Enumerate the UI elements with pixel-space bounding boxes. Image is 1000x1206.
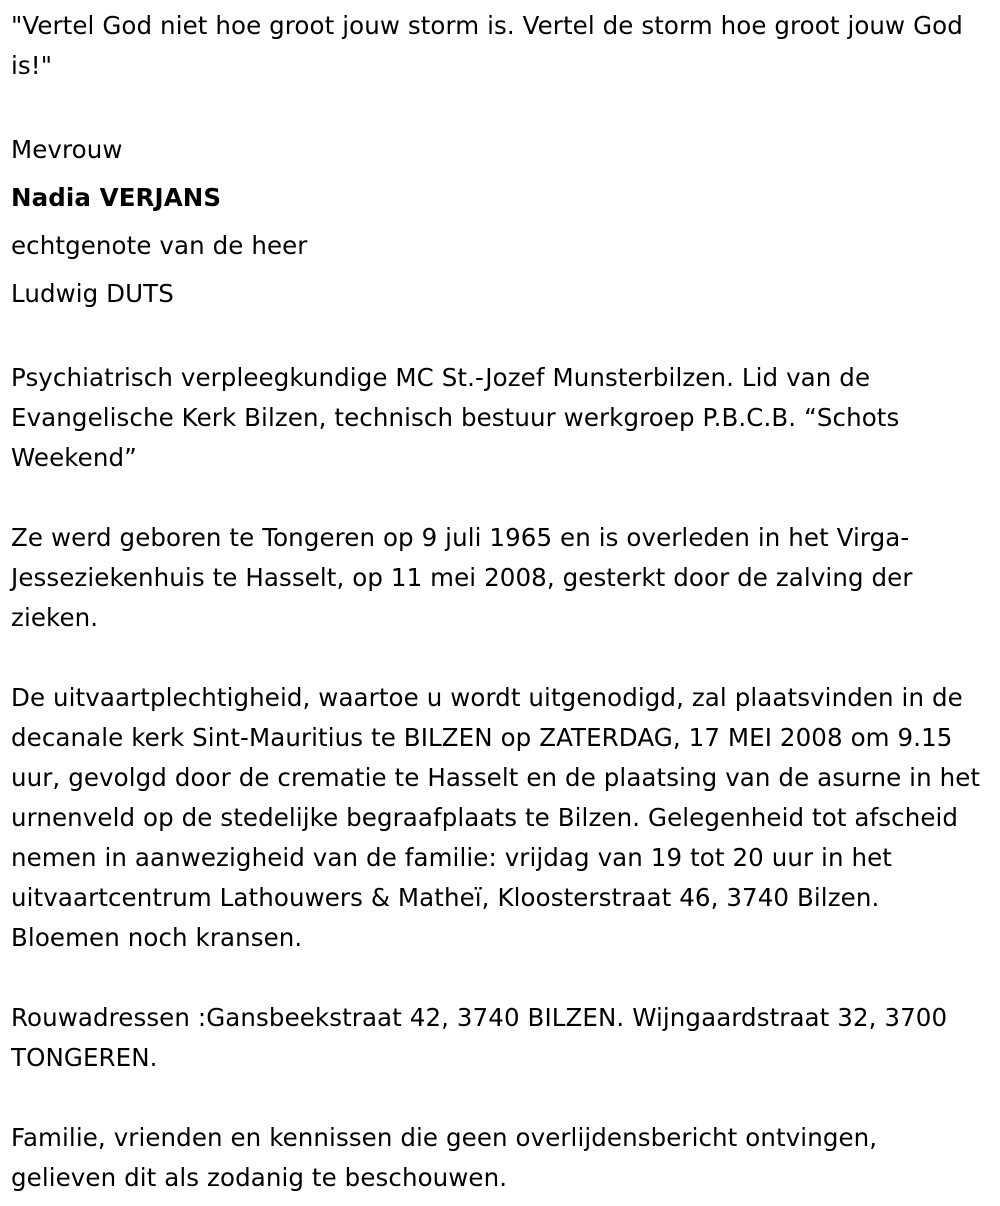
- profession-paragraph: Psychiatrisch verpleegkundige MC St.-Jozef Munsterbilzen. Lid van de Evangelische Kerk Bilzen, technisch bestuur werkgroep P.B.C.B. “Schots Weekend”: [11, 363, 900, 472]
- spacer: [11, 1078, 986, 1118]
- spacer: [11, 318, 986, 358]
- quote-text: "Vertel God niet hoe groot jouw storm is. Vertel de storm hoe groot jouw God is!": [11, 11, 963, 80]
- obituary-text: [11, 6, 986, 1198]
- relation-text: echtgenote van de heer: [11, 231, 308, 260]
- addresses-paragraph: Rouwadressen :Gansbeekstraat 42, 3740 BILZEN. Wijngaardstraat 32, 3700 TONGEREN.: [11, 1003, 948, 1072]
- closing-paragraph: Familie, vrienden en kennissen die geen overlijdensbericht ontvingen, gelieven dit als zodanig te beschouwen.: [11, 1123, 878, 1192]
- birth-death-paragraph: Ze werd geboren te Tongeren op 9 juli 1965 en is overleden in het Virga-Jesseziekenhuis te Hasselt, op 11 mei 2008, gesterkt door de zalving der zieken.: [11, 523, 913, 632]
- spouse-name: Ludwig DUTS: [11, 279, 174, 308]
- deceased-name: Nadia VERJANS: [11, 183, 222, 212]
- spacer: [11, 638, 986, 678]
- spacer: [11, 86, 986, 126]
- spacer: [11, 958, 986, 998]
- spacer: [11, 478, 986, 518]
- funeral-paragraph: De uitvaartplechtigheid, waartoe u wordt uitgenodigd, zal plaatsvinden in de decanale kerk Sint-Mauritius te BILZEN op ZATERDAG, 17 MEI 2008 om 9.15 uur, gevolgd door de crematie te Hasselt en de plaatsing van de asurne in het urnenveld op de stedelijke begraafplaats te Bilzen. Gelegenheid tot afscheid nemen in aanwezigheid van de familie: vrijdag van 19 tot 20 uur in het uitvaartcentrum Lathouwers & Matheï, Kloosterstraat 46, 3740 Bilzen. Bloemen noch kransen.: [11, 683, 981, 952]
- salutation: Mevrouw: [11, 135, 123, 164]
